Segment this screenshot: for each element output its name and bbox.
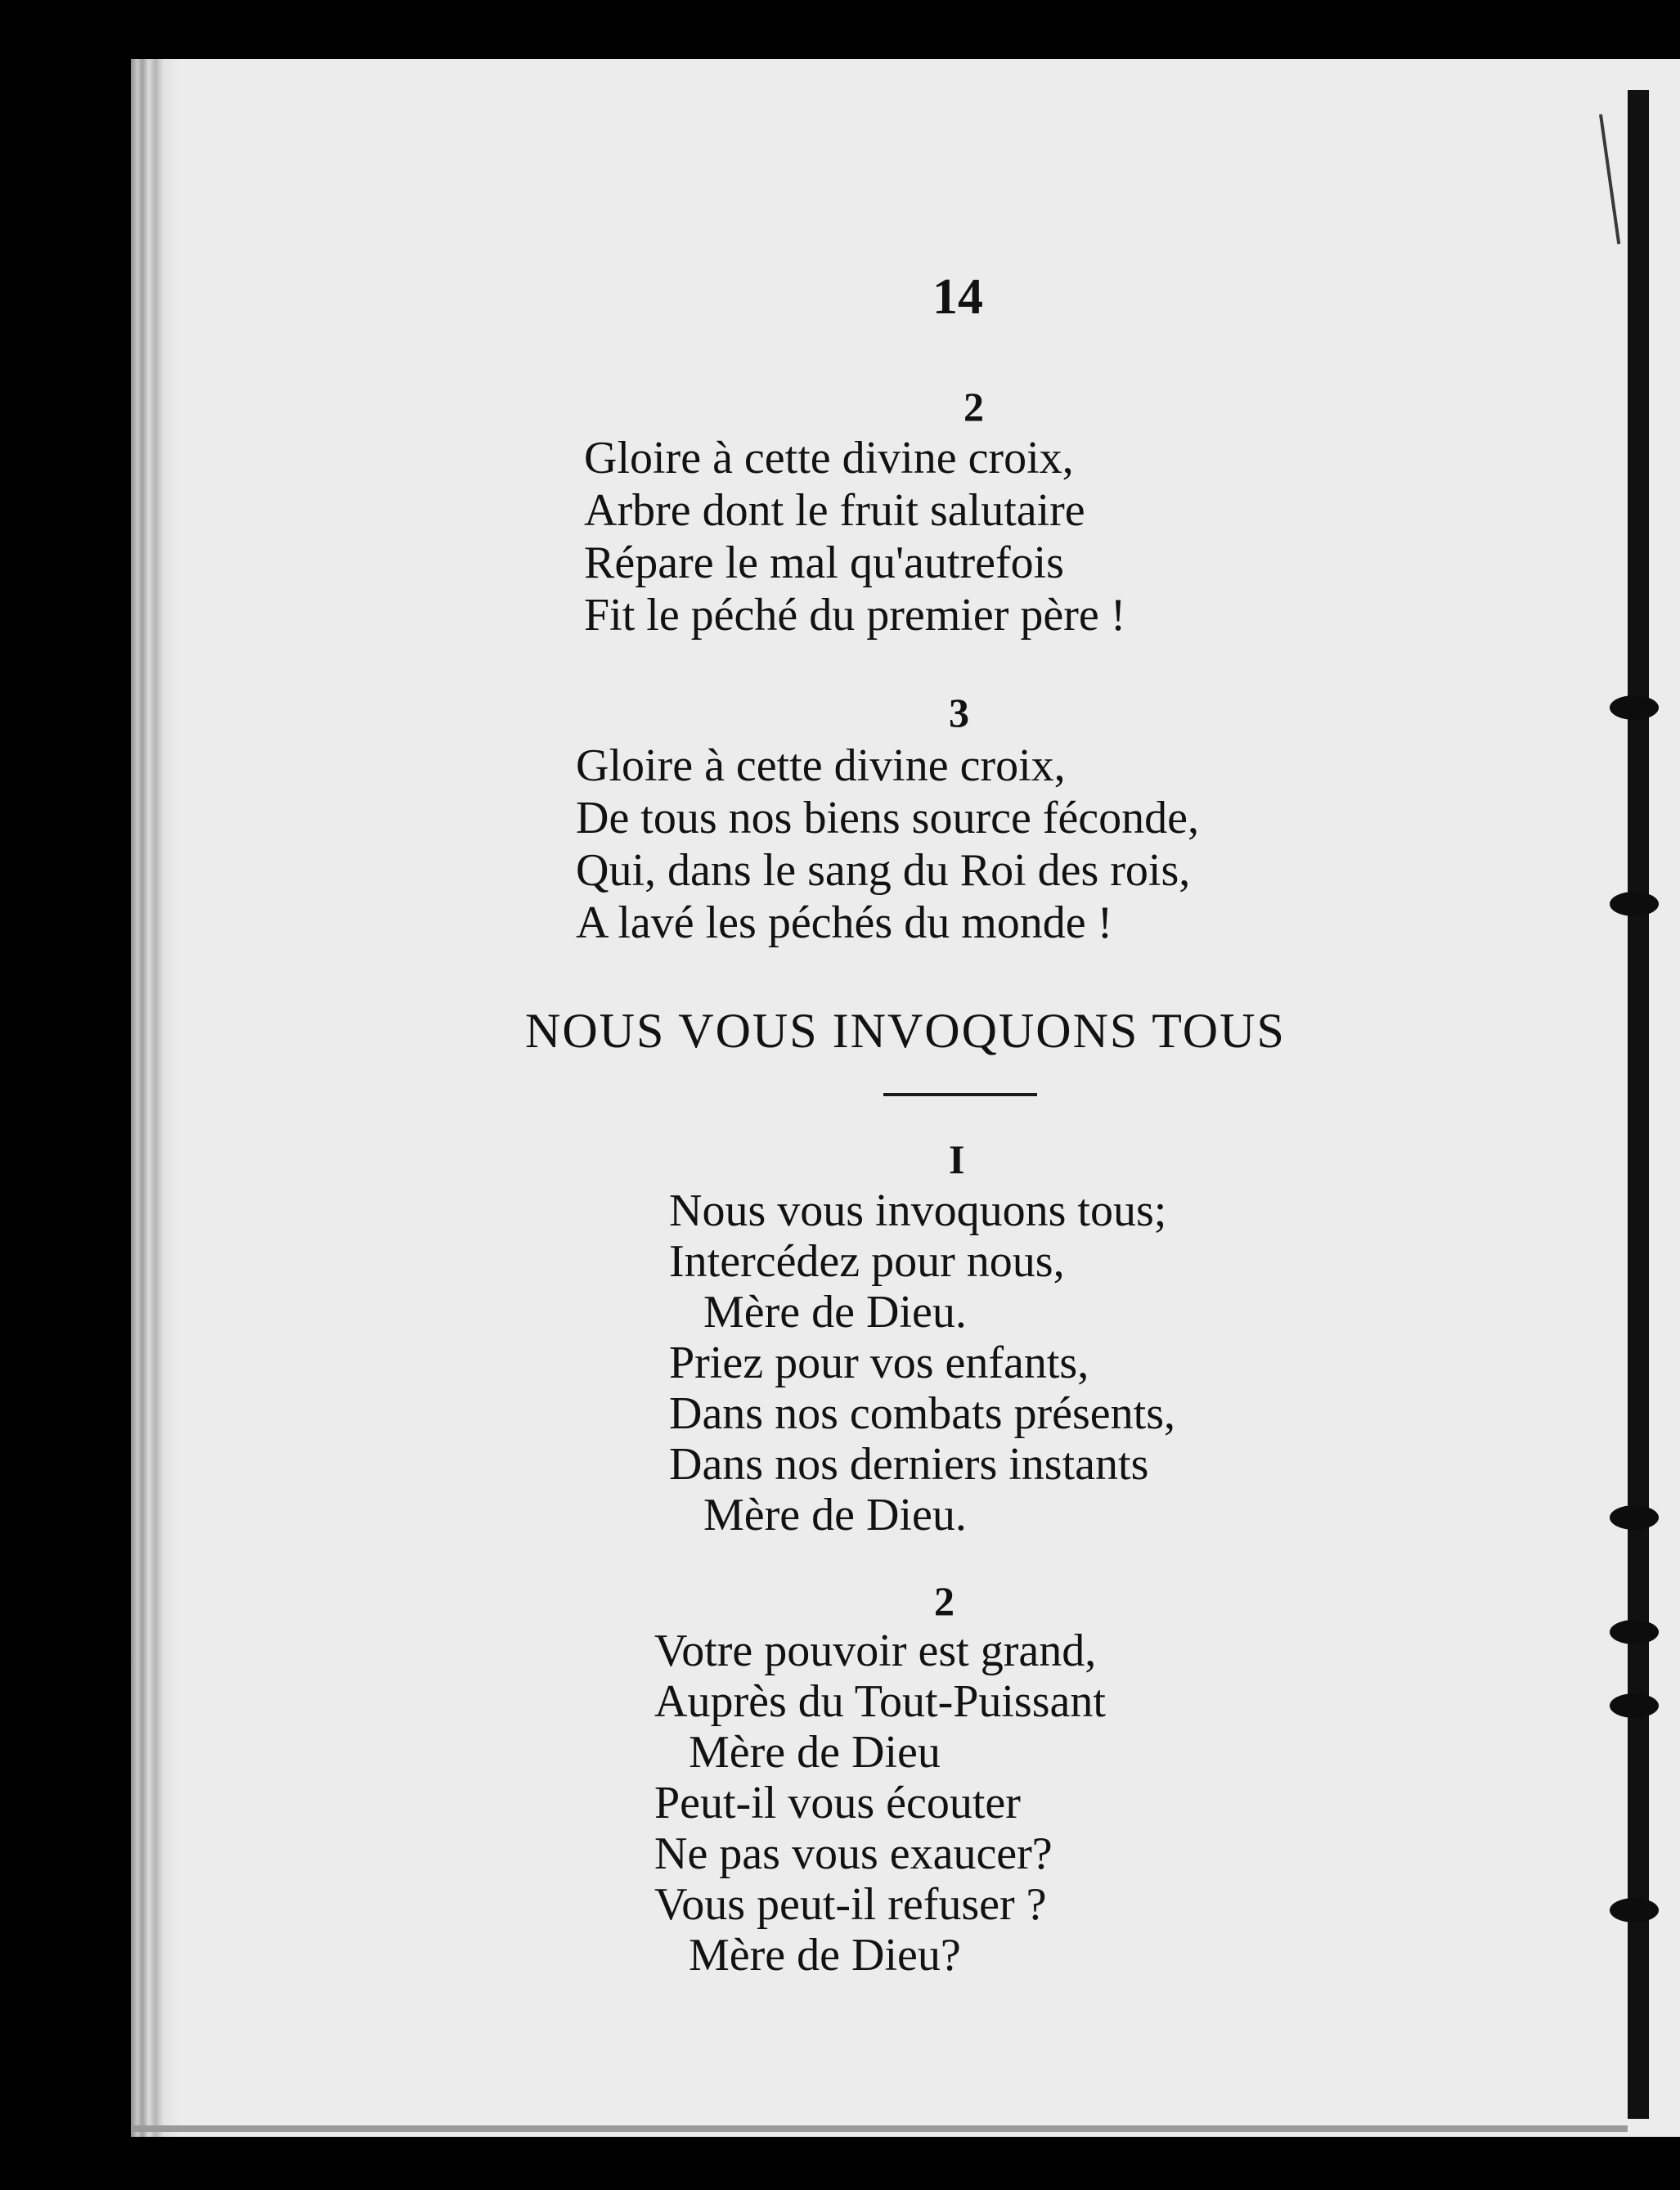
- verse-line: Qui, dans le sang du Roi des rois,: [576, 845, 1191, 896]
- binding-strip: [1628, 90, 1649, 2119]
- binding-stitch: [1610, 1620, 1659, 1644]
- verse-number: I: [949, 1136, 965, 1182]
- verse-line: Mère de Dieu.: [669, 1490, 967, 1540]
- verse-line: A lavé les péchés du monde !: [576, 897, 1113, 948]
- binding-stitch: [1610, 1898, 1659, 1922]
- page-stack-edge: [131, 59, 180, 2137]
- verse-number: 3: [949, 690, 969, 735]
- verse-line: Répare le mal qu'autrefois: [584, 537, 1064, 588]
- verse-line: De tous nos biens source féconde,: [576, 793, 1200, 843]
- verse-line: Dans nos derniers instants: [669, 1439, 1149, 1490]
- binding-stitch: [1610, 695, 1659, 720]
- verse-line: Gloire à cette divine croix,: [584, 433, 1074, 483]
- verse-line: Fit le péché du premier père !: [584, 590, 1126, 641]
- binding-stitch: [1610, 1693, 1659, 1718]
- verse-line: Gloire à cette divine croix,: [576, 740, 1066, 791]
- verse-line: Arbre dont le fruit salutaire: [584, 485, 1085, 536]
- verse-line: Auprès du Tout-Puissant: [654, 1676, 1106, 1727]
- verse-line: Vous peut-il refuser ?: [654, 1879, 1047, 1930]
- verse-line: Mère de Dieu.: [669, 1287, 967, 1338]
- verse-line: Mère de Dieu?: [654, 1930, 961, 1981]
- verse-line: Peut-il vous écouter: [654, 1778, 1021, 1828]
- page-bottom-edge: [131, 2125, 1628, 2132]
- title-rule: [883, 1093, 1037, 1096]
- hymn-title: NOUS VOUS INVOQUONS TOUS: [525, 1004, 1286, 1058]
- verse-line: Votre pouvoir est grand,: [654, 1626, 1097, 1676]
- verse-line: Mère de Dieu: [654, 1727, 941, 1778]
- verse-line: Nous vous invoquons tous;: [669, 1185, 1167, 1236]
- verse-number: 2: [934, 1578, 955, 1624]
- verse-number: 2: [964, 384, 984, 429]
- verse-line: Dans nos combats présents,: [669, 1388, 1176, 1439]
- page-number: 14: [932, 269, 983, 325]
- binding-stitch: [1610, 892, 1659, 916]
- binding-stitch: [1610, 1505, 1659, 1530]
- verse-line: Ne pas vous exaucer?: [654, 1828, 1053, 1879]
- verse-line: Intercédez pour nous,: [669, 1236, 1065, 1287]
- verse-line: Priez pour vos enfants,: [669, 1338, 1089, 1388]
